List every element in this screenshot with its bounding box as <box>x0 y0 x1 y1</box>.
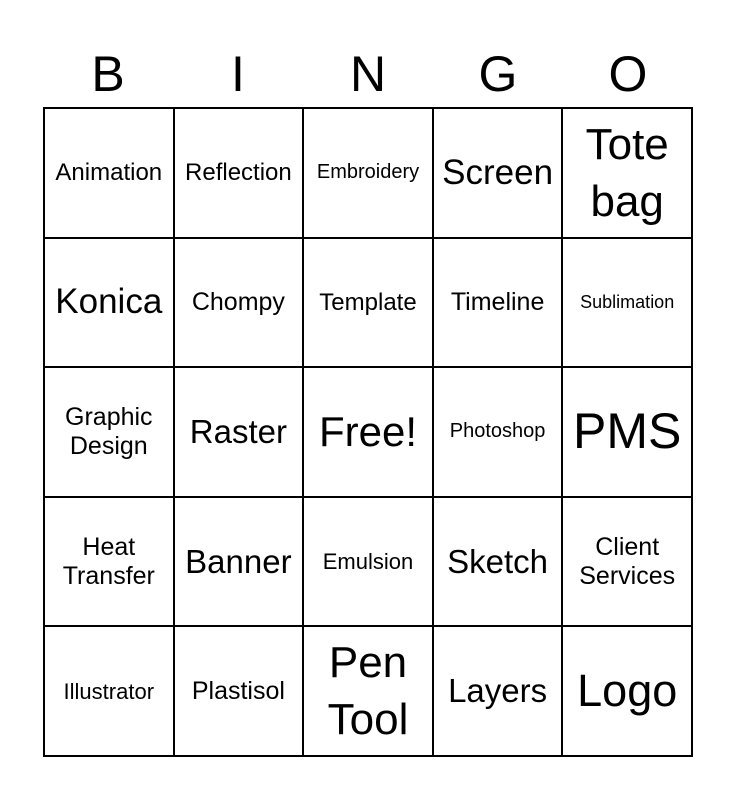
bingo-cell-illustrator[interactable]: Illustrator <box>44 626 174 756</box>
bingo-cell-photoshop[interactable]: Photoshop <box>433 367 563 497</box>
bingo-cell-screen[interactable]: Screen <box>433 108 563 238</box>
bingo-cell-pms[interactable]: PMS <box>562 367 692 497</box>
header-letter-o: O <box>608 46 648 102</box>
bingo-cell-embroidery[interactable]: Embroidery <box>303 108 433 238</box>
bingo-board <box>43 107 693 757</box>
bingo-cell-layers[interactable]: Layers <box>433 626 563 756</box>
bingo-cell-raster[interactable]: Raster <box>174 367 304 497</box>
bingo-cell-konica[interactable]: Konica <box>44 238 174 368</box>
header-letter-n: N <box>349 46 387 102</box>
header-letter-i: I <box>231 46 245 102</box>
bingo-header <box>43 40 693 108</box>
bingo-cell-chompy[interactable]: Chompy <box>174 238 304 368</box>
bingo-cell-logo[interactable]: Logo <box>562 626 692 756</box>
bingo-cell-sublimation[interactable]: Sublimation <box>562 238 692 368</box>
bingo-cell-client-services[interactable]: Client Services <box>562 497 692 627</box>
bingo-cell-heat-transfer[interactable]: Heat Transfer <box>44 497 174 627</box>
bingo-cell-banner[interactable]: Banner <box>174 497 304 627</box>
bingo-cell-emulsion[interactable]: Emulsion <box>303 497 433 627</box>
bingo-cell-animation[interactable]: Animation <box>44 108 174 238</box>
header-letter-b: B <box>91 46 125 102</box>
bingo-cell-free-space[interactable]: Free! <box>303 367 433 497</box>
bingo-cell-sketch[interactable]: Sketch <box>433 497 563 627</box>
bingo-cell-template[interactable]: Template <box>303 238 433 368</box>
bingo-cell-tote-bag[interactable]: Tote bag <box>562 108 692 238</box>
bingo-cell-pen-tool[interactable]: Pen Tool <box>303 626 433 756</box>
bingo-cell-graphic-design[interactable]: Graphic Design <box>44 367 174 497</box>
bingo-cell-plastisol[interactable]: Plastisol <box>174 626 304 756</box>
bingo-cell-timeline[interactable]: Timeline <box>433 238 563 368</box>
header-letter-g: G <box>478 46 518 102</box>
bingo-cell-reflection[interactable]: Reflection <box>174 108 304 238</box>
